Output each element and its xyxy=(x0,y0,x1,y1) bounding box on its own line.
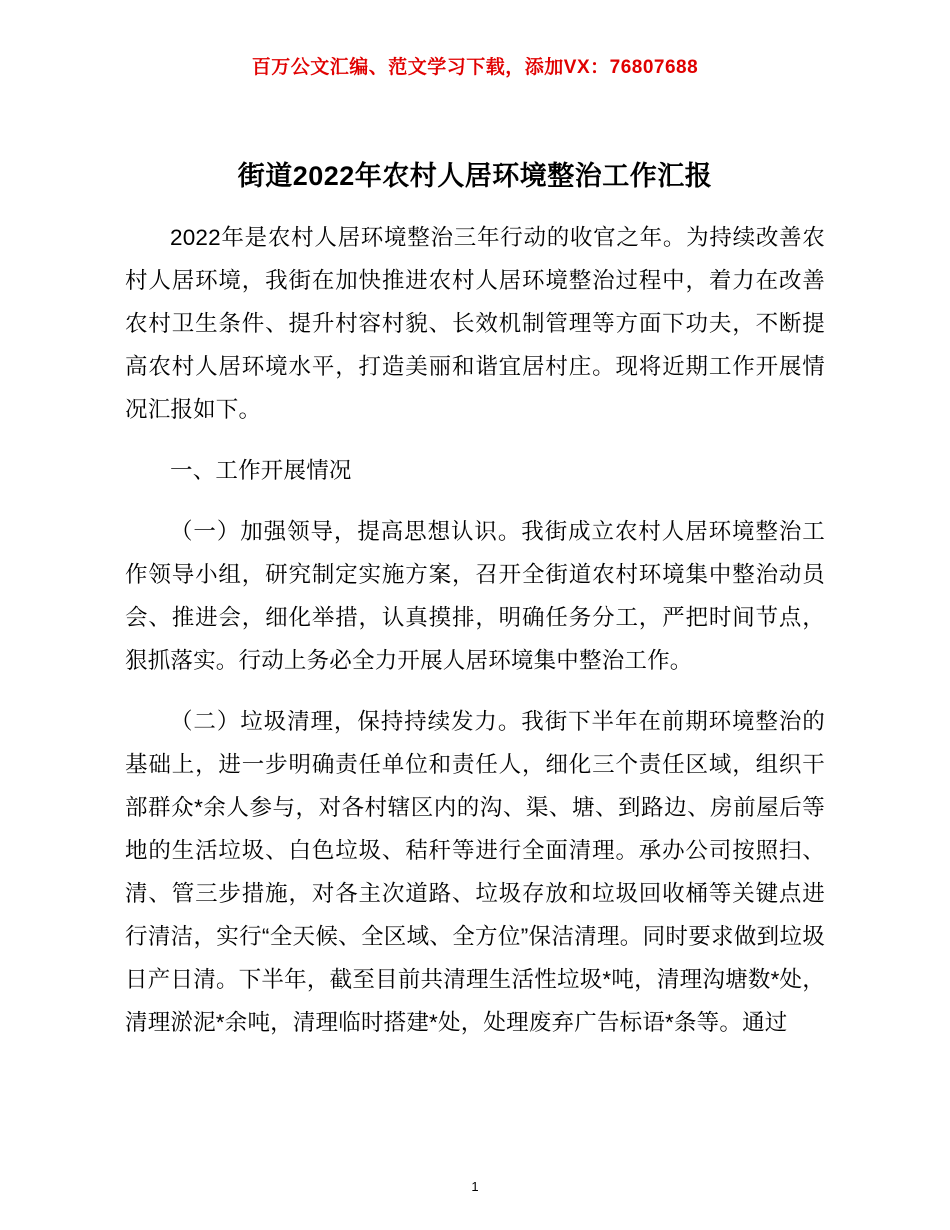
page-title: 街道2022年农村人居环境整治工作汇报 xyxy=(237,161,713,191)
paragraph-item-2: （二）垃圾清理，保持持续发力。我街下半年在前期环境整治的基础上，进一步明确责任单位和责任人，细化三个责任区域，组织干部群众*余人参与，对各村辖区内的沟、渠、塘、到路边、房前屋后等地的生活垃圾、白色垃圾、秸秆等进行全面清理。承办公司按照扫、清、管三步措施，对各主次道路、垃圾存放和垃圾回收桶等关键点进行清洁，实行“全天候、全区域、全方位”保洁清理。同时要求做到垃圾日产日清。下半年，截至目前共清理生活性垃圾*吨，清理沟塘数*处，清理淤泥*余吨，清理临时搭建*处，处理废弃广告标语*条等。通过 xyxy=(125,709,825,1036)
paragraph-section-heading: 一、工作开展情况 xyxy=(170,458,352,484)
paragraph-intro: 2022年是农村人居环境整治三年行动的收官之年。为持续改善农村人居环境，我街在加快推进农村人居环境整治过程中，着力在改善农村卫生条件、提升村容村貌、长效机制管理等方面下功夫，不断提高农村人居环境水平，打造美丽和谐宜居村庄。现将近期工作开展情况汇报如下。 xyxy=(125,225,825,423)
watermark-text: 百万公文汇编、范文学习下载，添加VX：76807688 xyxy=(251,57,699,78)
paragraph-item-1: （一）加强领导，提高思想认识。我街成立农村人居环境整治工作领导小组，研究制定实施方案，召开全街道农村环境集中整治动员会、推进会，细化举措，认真摸排，明确任务分工，严把时间节点，狠抓落实。行动上务必全力开展人居环境集中整治工作。 xyxy=(125,519,825,674)
page-number: 1 xyxy=(471,1179,479,1194)
